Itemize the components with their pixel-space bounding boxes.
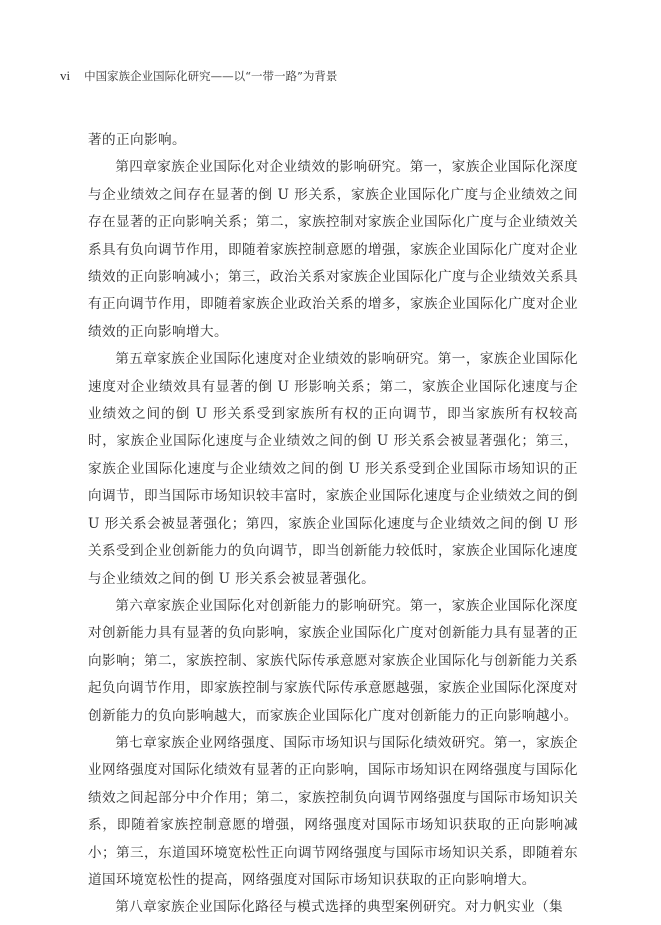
running-title: 中国家族企业国际化研究——以“一带一路”为背景 [84,69,338,83]
paragraph-chapter-6: 第六章家族企业国际化对创新能力的影响研究。第一，家族企业国际化深度对创新能力具有显著的负向影响，家族企业国际化广度对创新能力具有显著的正向影响；第二，家族控制、家族代际传承意愿对家族企业国际化与创新能力关系起负向调节作用，即家族控制与家族代际传承意愿越强，家族企业国际化深度对创新能力的负向影响越大，而家族企业国际化广度对创新能力的正向影响越小。 [88,597,578,724]
paragraph-chapter-7: 第七章家族企业网络强度、国际市场知识与国际化绩效研究。第一，家族企业网络强度对国际化绩效有显著的正向影响，国际市场知识在网络强度与国际化绩效之间起部分中介作用；第二，家族控制负向调节网络强度与国际市场知识关系，即随着家族控制意愿的增强，网络强度对国际市场知识获取的正向影响减小；第三，东道国环境宽松性正向调节网络强度与国际市场知识关系，即随着东道国环境宽松性的提高，网络强度对国际市场知识获取的正向影响增大。 [88,734,578,888]
paragraph-chapter-8: 第八章家族企业国际化路径与模式选择的典型案例研究。对力帆实业（集 [115,899,563,916]
running-header [60,68,620,84]
paragraph-chapter-4: 第四章家族企业国际化对企业绩效的影响研究。第一，家族企业国际化深度与企业绩效之间存在显著的倒 U 形关系，家族企业国际化广度与企业绩效之间存在显著的正向影响关系；第二，家族控制对家族企业国际化广度与企业绩效关系具有负向调节作用，即随着家族控制意愿的增强，家族企业国际化广度对企业绩效的正向影响减小；第三，政治关系对家族企业国际化广度与企业绩效关系具有正向调节作用，即随着家族企业政治关系的增多，家族企业国际化广度对企业绩效的正向影响增大。 [88,159,578,340]
paragraph-chapter-5: 第五章家族企业国际化速度对企业绩效的影响研究。第一，家族企业国际化速度对企业绩效具有显著的倒 U 形影响关系；第二，家族企业国际化速度与企业绩效之间的倒 U 形关系受到家族所有权的正向调节，即当家族所有权较高时，家族企业国际化速度与企业绩效之间的倒 U 形关系会被显著强化；第三，家族企业国际化速度与企业绩效之间的倒 U 形关系受到企业国际市场知识的正向调节，即当国际市场知识较丰富时，家族企业国际化速度与企业绩效之间的倒 U 形关系会被显著强化；第四，家族企业国际化速度与企业绩效之间的倒 U 形关系受到企业创新能力的负向调节，即当创新能力较低时，家族企业国际化速度与企业绩效之间的倒 U 形关系会被显著强化。 [88,351,578,587]
paragraph-continuation: 著的正向影响。 [88,132,186,148]
body-text [88,127,578,922]
page-number: vi [60,68,71,83]
